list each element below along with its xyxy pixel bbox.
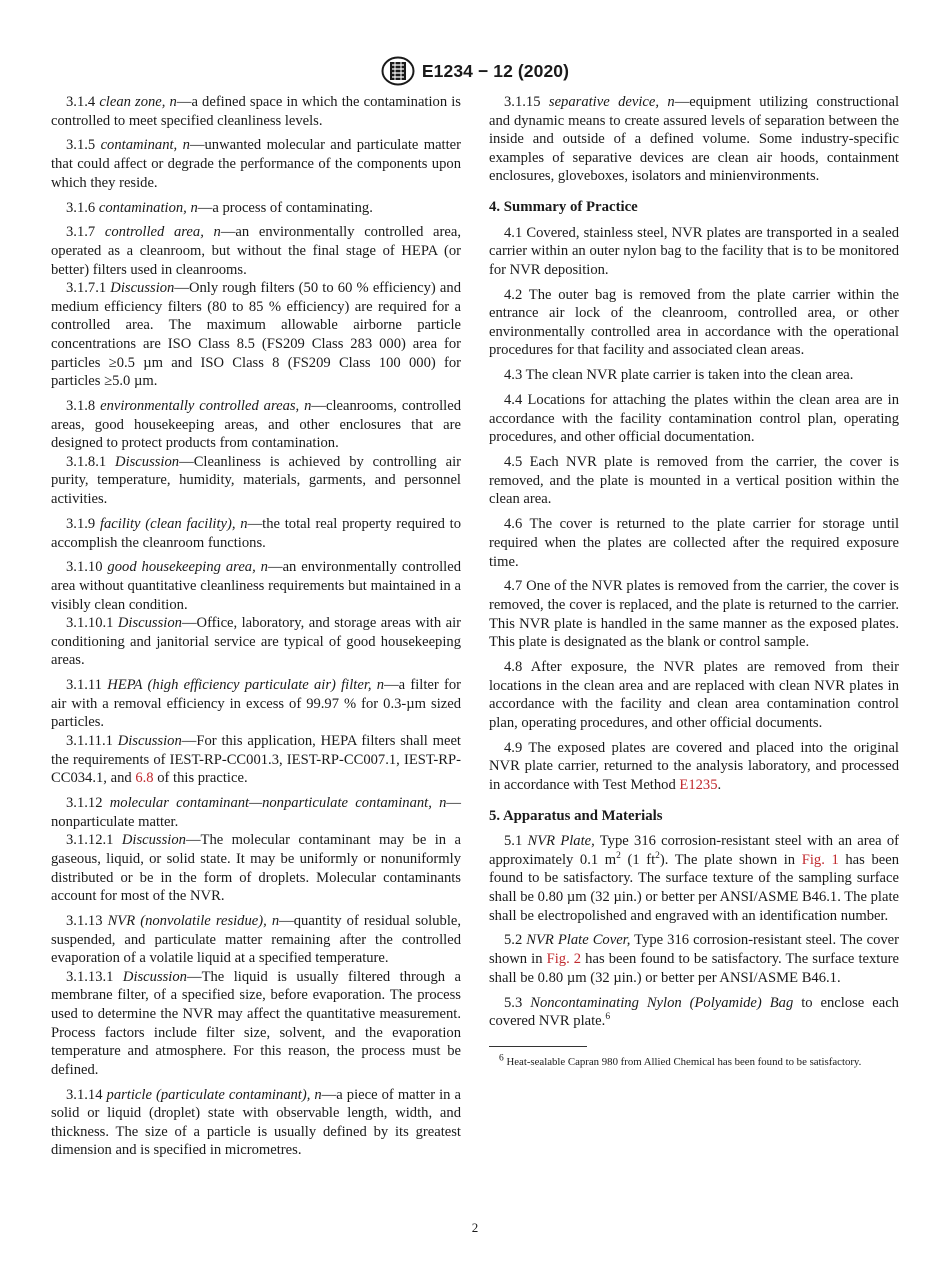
fig-2-link[interactable]: Fig. 2 — [546, 951, 582, 968]
discussion-3-1-8-1: 3.1.8.1 Discussion—Cleanliness is achieved by controlling air purity, temperature, humidity, materials, garments, and personnel activities. — [51, 453, 461, 508]
paragraph-4-7: 4.7 One of the NVR plates is removed from the carrier, the cover is removed, the cover is replaced, and the plate is returned to the carrier. This NVR plate is handled in the same manner as the exposed plates. This plate is designated as the blank or control sample. — [489, 578, 899, 651]
paragraph-4-5: 4.5 Each NVR plate is removed from the carrier, the cover is removed, and the plate is mounted in a vertical position within the clean area. — [489, 454, 899, 508]
paragraph-5-1: 5.1 NVR Plate, Type 316 corrosion-resistant steel with an area of approximately 0.1 $m^2$ (1 $ft^2$). The plate shown in Fig. 1 has been found to be satisfactory. The surface texture of the sampling surface shall be 0.80 µm (32 µin.) or better per ANSI/ASME B46.1. The plate shall be electropolished and engraved with an identification number. — [489, 833, 899, 924]
discussion-3-1-10-1: 3.1.10.1 Discussion—Office, laboratory, and storage areas with air conditioning and janitorial service are typical of good housekeeping areas. — [51, 615, 461, 669]
document-designation: E1234 − 12 (2020) — [421, 60, 570, 81]
footnote-6-marker: 6 — [605, 1012, 611, 1023]
definition-3-1-6: 3.1.6 contamination, n—a process of contaminating. — [66, 199, 373, 216]
paragraph-4-3: 4.3 The clean NVR plate carrier is taken into the clean area. — [504, 367, 854, 384]
section-5-heading: 5. Apparatus and Materials — [489, 807, 663, 824]
paragraph-4-1: 4.1 Covered, stainless steel, NVR plates are transported in a sealed carrier within an outer nylon bag to the facility that is to be monitored for NVR deposition. — [489, 224, 899, 278]
definition-3-1-9: 3.1.9 facility (clean facility), n—the total real property required to accomplish the cleanroom functions. — [51, 515, 462, 551]
fig-1-link[interactable]: Fig. 1 — [801, 851, 839, 868]
right-column — [489, 93, 899, 1070]
discussion-3-1-12-1: 3.1.12.1 Discussion—The molecular contaminant may be in a gaseous, liquid, or solid state. It may be uniformly or nonuniformly distributed or be in the form of droplets. Molecular contaminants account for most of the NVR. — [51, 832, 461, 905]
footnote-6: $^6$ Heat-sealable Capran 980 from Allied Chemical has been found to be satisfactory. — [499, 1053, 862, 1068]
definition-3-1-14: 3.1.14 particle (particulate contaminant), n—a piece of matter in a solid or liquid (droplet) state with observable length, width, and thickness. The size of a particle is usually defined by its greatest dimension and is specified in micrometres. — [51, 1086, 461, 1159]
definition-3-1-7: 3.1.7 controlled area, n—an environmentally controlled area, operated as a cleanroom, but without the final stage of HEPA (or better) filters used in cleanrooms. — [51, 224, 461, 278]
definition-3-1-8: 3.1.8 environmentally controlled areas, n—cleanrooms, controlled areas, good housekeeping areas, and other enclosures that are designed to protect products from contamination. — [51, 398, 462, 452]
astm-logo-icon — [381, 56, 415, 86]
paragraph-5-2: 5.2 NVR Plate Cover, Type 316 corrosion-resistant steel. The cover shown in Fig. 2 has been found to be satisfactory. The surface texture shall be 0.80 µm (32 µin.) or better per ANSI/ASME B46.1. — [489, 932, 899, 986]
discussion-3-1-11-1: 3.1.11.1 Discussion—For this application, HEPA filters shall meet the requirements of IEST-RP-CC001.3, IEST-RP-CC007.1, IEST-RP-CC034.1, and 6.8 of this practice. — [51, 733, 461, 787]
paragraph-4-4: 4.4 Locations for attaching the plates within the clean area are in accordance with the facility contamination control plan, operating procedures, and other official documentation. — [489, 392, 899, 446]
definition-3-1-10: 3.1.10 good housekeeping area, n—an environmentally controlled area without quantitative cleanliness requirements but maintained in a visibly clean condition. — [51, 559, 461, 613]
page-header — [0, 56, 950, 86]
left-column — [51, 93, 461, 1166]
paragraph-4-9: 4.9 The exposed plates are covered and placed into the original NVR plate carrier, returned to the analysis laboratory, and processed in accordance with Test Method E1235. — [489, 739, 899, 793]
section-4-heading: 4. Summary of Practice — [489, 198, 638, 215]
discussion-3-1-13-1: 3.1.13.1 Discussion—The liquid is usually filtered through a membrane filter, of a specified size, before evaporation. The process used to determine the NVR may affect the quantitative measurement. Process factors include filter size, solvent, and the evaporation temperature and atmosphere. For this reason, the process must be defined. — [51, 968, 461, 1078]
paragraph-4-2: 4.2 The outer bag is removed from the plate carrier within the entrance air lock of the cleanroom, controlled area, or other environmentally controlled area in accordance with the operational procedures for that facility and associated clean areas. — [489, 286, 899, 359]
definition-3-1-5: 3.1.5 contaminant, n—unwanted molecular and particulate matter that could affect or degrade the performance of the components upon which they reside. — [51, 137, 462, 191]
discussion-3-1-7-1: 3.1.7.1 Discussion—Only rough filters (50 to 60 % efficiency) and medium efficiency filters (80 to 85 % efficiency) are required for a controlled area. The maximum allowable airborne particle concentrations are ISO Class 8.5 (FS209 Class 283 000) area for particles ≥0.5 µm and ISO Class 8 (FS209 Class 100 000) for particles ≥5.0 µm. — [51, 280, 461, 390]
definition-3-1-4: 3.1.4 clean zone, n—a defined space in which the contamination is controlled to meet specified cleanliness levels. — [51, 94, 461, 129]
section-6-8-link[interactable]: 6.8 — [135, 770, 154, 787]
definition-3-1-13: 3.1.13 NVR (nonvolatile residue), n—quantity of residual soluble, suspended, and particulate matter remaining after the controlled evaporation of a volatile liquid at a specified temperature. — [51, 913, 461, 967]
footnote-divider — [489, 1046, 587, 1047]
e1235-link[interactable]: E1235 — [679, 776, 718, 793]
paragraph-4-6: 4.6 The cover is returned to the plate carrier for storage until required when the plates are collected after the required exposure time. — [489, 516, 899, 570]
definition-3-1-12: 3.1.12 molecular contaminant—nonparticulate contaminant, n—nonparticulate matter. — [51, 795, 461, 830]
paragraph-4-8: 4.8 After exposure, the NVR plates are removed from their locations in the clean area and are replaced with clean NVR plates in accordance with the facility and clean area contamination control plan, operating procedures, and other official documents. — [489, 659, 900, 731]
page-number: 2 — [471, 1220, 479, 1235]
definition-3-1-15: 3.1.15 separative device, n—equipment utilizing constructional and dynamic means to create assured levels of separation between the inside and outside of a defined volume. Some industry-specific examples of separative devices are clean air hoods, containment enclosures, gloveboxes, isolators and minienvironments. — [489, 94, 899, 185]
paragraph-5-3: 5.3 Noncontaminating Nylon (Polyamide) Bag to enclose each covered NVR plate.$^6$ — [489, 994, 899, 1030]
definition-3-1-11: 3.1.11 HEPA (high efficiency particulate air) filter, n—a filter for air with a removal efficiency in excess of 99.97 % for 0.3-µm sized particles. — [51, 677, 461, 731]
